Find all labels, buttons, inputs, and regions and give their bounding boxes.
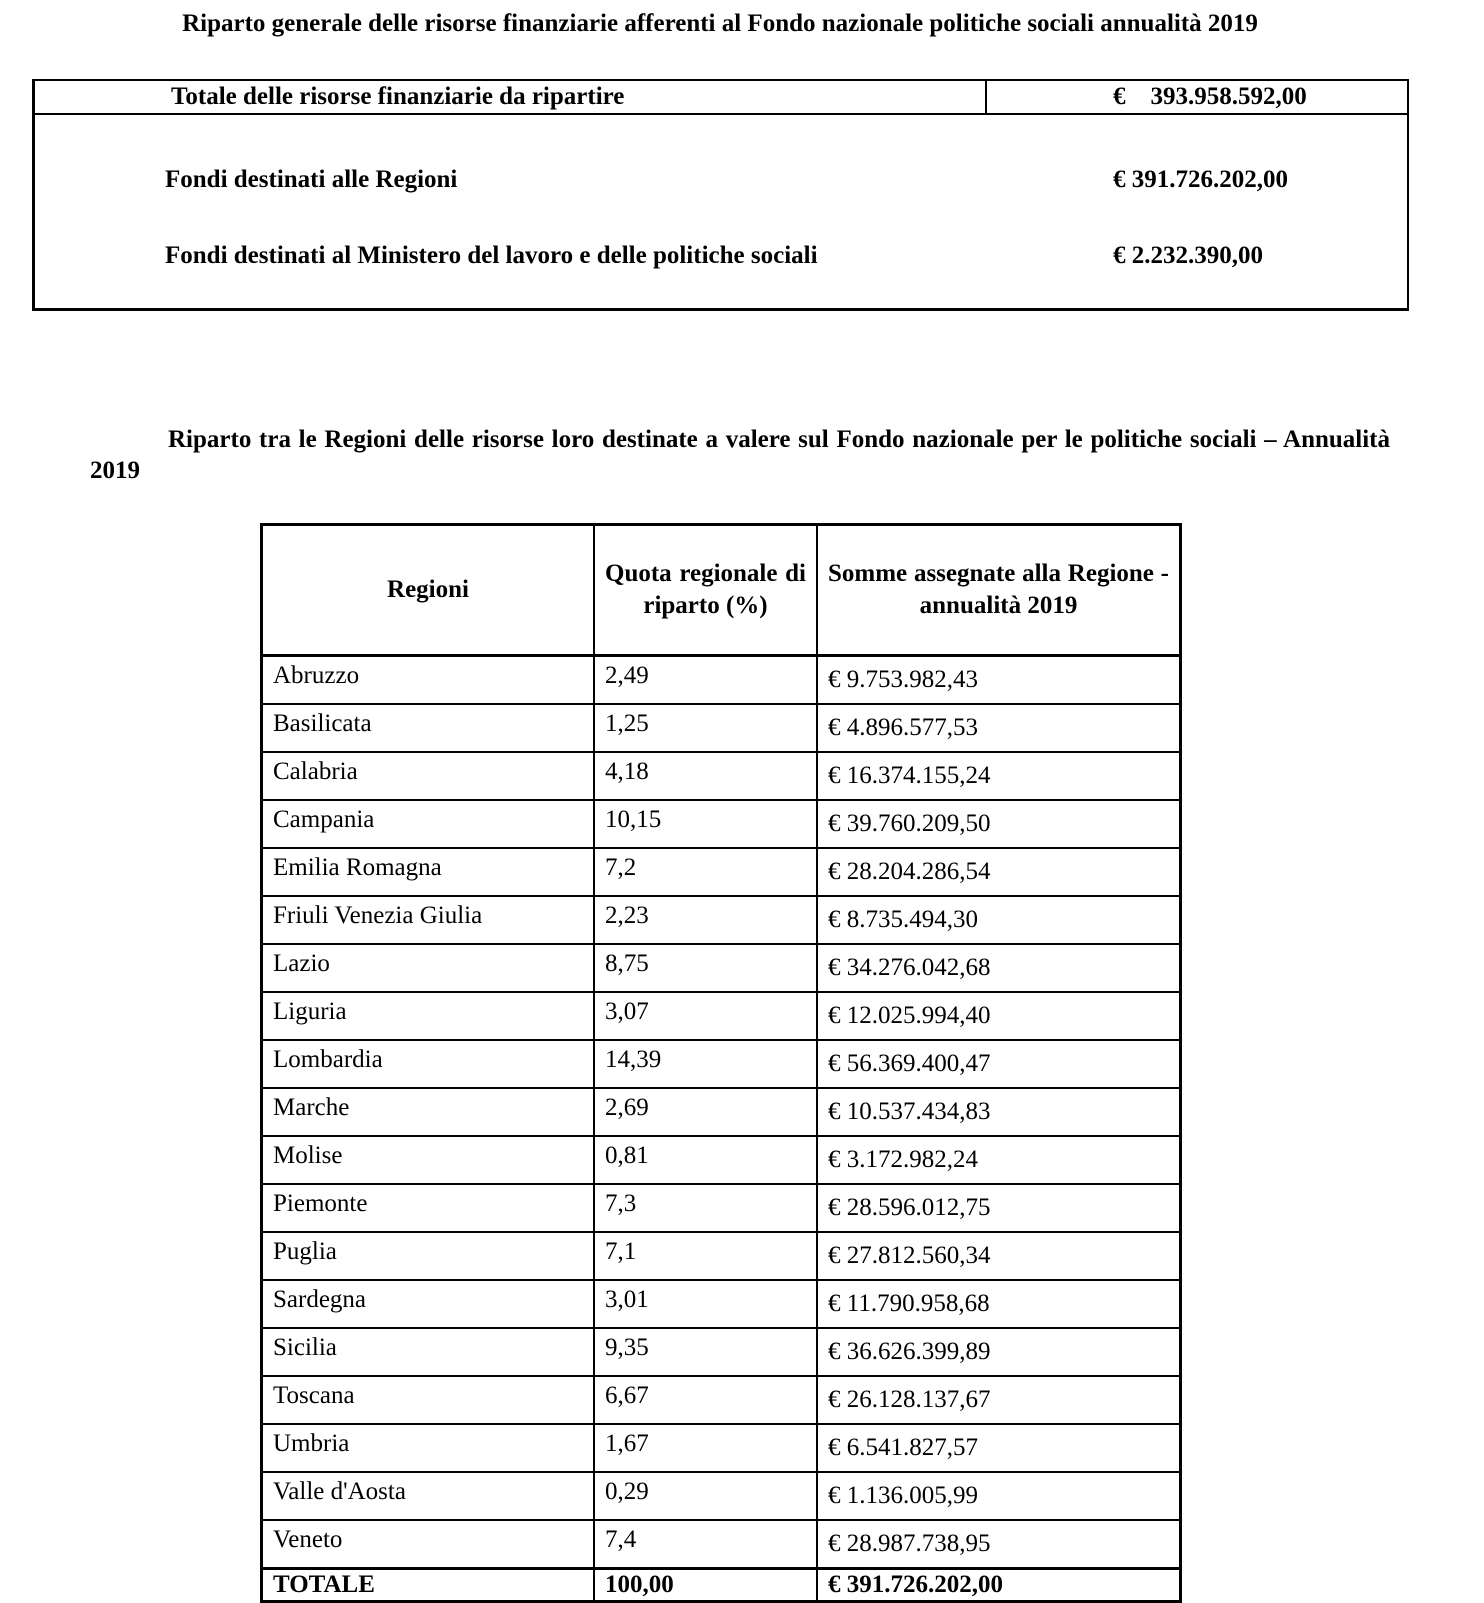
region-cell: Basilicata bbox=[262, 704, 595, 752]
share-cell: 4,18 bbox=[594, 752, 817, 800]
table-row bbox=[262, 1184, 1181, 1232]
regions-funds-label: Fondi destinati alle Regioni bbox=[165, 166, 458, 193]
header-share: Quota regionale di riparto (%) bbox=[594, 525, 817, 656]
table-row bbox=[262, 944, 1181, 992]
table-row bbox=[262, 1232, 1181, 1280]
table-body bbox=[262, 656, 1181, 1602]
amount-cell: € 28.596.012,75 bbox=[817, 1184, 1181, 1232]
amount-cell: € 12.025.994,40 bbox=[817, 992, 1181, 1040]
share-cell: 1,25 bbox=[594, 704, 817, 752]
header-region: Regioni bbox=[262, 525, 595, 656]
region-cell: Abruzzo bbox=[262, 656, 595, 705]
share-cell: 100,00 bbox=[594, 1569, 817, 1602]
region-cell: Valle d'Aosta bbox=[262, 1472, 595, 1520]
region-cell: Umbria bbox=[262, 1424, 595, 1472]
amount-cell: € 26.128.137,67 bbox=[817, 1376, 1181, 1424]
table-row bbox=[262, 1088, 1181, 1136]
share-cell: 9,35 bbox=[594, 1328, 817, 1376]
region-cell: Emilia Romagna bbox=[262, 848, 595, 896]
amount-cell: € 36.626.399,89 bbox=[817, 1328, 1181, 1376]
table-row bbox=[262, 1424, 1181, 1472]
share-cell: 7,3 bbox=[594, 1184, 817, 1232]
ministry-funds-label: Fondi destinati al Ministero del lavoro e delle politiche sociali bbox=[165, 242, 818, 269]
amount-cell: € 39.760.209,50 bbox=[817, 800, 1181, 848]
amount-cell: € 28.204.286,54 bbox=[817, 848, 1181, 896]
ministry-funds-value: € 2.232.390,00 bbox=[1113, 242, 1263, 269]
share-cell: 2,49 bbox=[594, 656, 817, 705]
share-cell: 3,01 bbox=[594, 1280, 817, 1328]
share-cell: 2,23 bbox=[594, 896, 817, 944]
table-row bbox=[262, 1472, 1181, 1520]
table-row bbox=[262, 752, 1181, 800]
region-cell: Molise bbox=[262, 1136, 595, 1184]
amount-cell: € 27.812.560,34 bbox=[817, 1232, 1181, 1280]
column-divider bbox=[985, 81, 987, 113]
share-cell: 3,07 bbox=[594, 992, 817, 1040]
share-cell: 7,2 bbox=[594, 848, 817, 896]
region-cell: Liguria bbox=[262, 992, 595, 1040]
amount-cell: € 10.537.434,83 bbox=[817, 1088, 1181, 1136]
table-row bbox=[262, 656, 1181, 705]
total-label: Totale delle risorse finanziarie da ripartire bbox=[171, 83, 625, 110]
region-cell: Piemonte bbox=[262, 1184, 595, 1232]
summary-header-row bbox=[35, 81, 1407, 115]
region-cell: Lazio bbox=[262, 944, 595, 992]
amount-cell: € 34.276.042,68 bbox=[817, 944, 1181, 992]
table-row bbox=[262, 1328, 1181, 1376]
share-cell: 2,69 bbox=[594, 1088, 817, 1136]
share-cell: 1,67 bbox=[594, 1424, 817, 1472]
region-cell: Sardegna bbox=[262, 1280, 595, 1328]
amount-cell: € 9.753.982,43 bbox=[817, 656, 1181, 705]
amount-cell: € 391.726.202,00 bbox=[817, 1569, 1181, 1602]
amount-cell: € 1.136.005,99 bbox=[817, 1472, 1181, 1520]
amount-cell: € 56.369.400,47 bbox=[817, 1040, 1181, 1088]
section-title: Riparto tra le Regioni delle risorse loro destinate a valere sul Fondo nazionale per le politiche sociali – Annualità 2019 bbox=[90, 426, 1390, 484]
regions-table bbox=[260, 523, 1182, 1603]
table-row bbox=[262, 1280, 1181, 1328]
total-value: € 393.958.592,00 bbox=[1113, 83, 1307, 110]
share-cell: 8,75 bbox=[594, 944, 817, 992]
table-row bbox=[262, 1040, 1181, 1088]
share-cell: 7,4 bbox=[594, 1520, 817, 1569]
regions-funds-value: € 391.726.202,00 bbox=[1113, 166, 1288, 193]
amount-cell: € 11.790.958,68 bbox=[817, 1280, 1181, 1328]
table-row bbox=[262, 848, 1181, 896]
amount-cell: € 3.172.982,24 bbox=[817, 1136, 1181, 1184]
amount-cell: € 8.735.494,30 bbox=[817, 896, 1181, 944]
region-cell: Sicilia bbox=[262, 1328, 595, 1376]
share-cell: 14,39 bbox=[594, 1040, 817, 1088]
region-cell: Friuli Venezia Giulia bbox=[262, 896, 595, 944]
table-header-row bbox=[262, 525, 1181, 656]
table-row bbox=[262, 800, 1181, 848]
table-row bbox=[262, 1376, 1181, 1424]
amount-cell: € 28.987.738,95 bbox=[817, 1520, 1181, 1569]
table-row bbox=[262, 704, 1181, 752]
table-row bbox=[262, 1520, 1181, 1569]
region-cell: Toscana bbox=[262, 1376, 595, 1424]
share-cell: 7,1 bbox=[594, 1232, 817, 1280]
region-cell: Puglia bbox=[262, 1232, 595, 1280]
share-cell: 0,29 bbox=[594, 1472, 817, 1520]
region-cell: Veneto bbox=[262, 1520, 595, 1569]
share-cell: 10,15 bbox=[594, 800, 817, 848]
region-cell: Marche bbox=[262, 1088, 595, 1136]
table-row bbox=[262, 992, 1181, 1040]
share-cell: 6,67 bbox=[594, 1376, 817, 1424]
page-title: Riparto generale delle risorse finanziarie afferenti al Fondo nazionale politiche sociali annualità 2019 bbox=[182, 10, 1258, 37]
header-amount: Somme assegnate alla Regione - annualità 2019 bbox=[817, 525, 1181, 656]
amount-cell: € 6.541.827,57 bbox=[817, 1424, 1181, 1472]
amount-cell: € 16.374.155,24 bbox=[817, 752, 1181, 800]
region-cell: Lombardia bbox=[262, 1040, 595, 1088]
region-cell: Campania bbox=[262, 800, 595, 848]
region-cell: TOTALE bbox=[262, 1569, 595, 1602]
share-cell: 0,81 bbox=[594, 1136, 817, 1184]
table-row bbox=[262, 896, 1181, 944]
total-row bbox=[262, 1569, 1181, 1602]
amount-cell: € 4.896.577,53 bbox=[817, 704, 1181, 752]
summary-box bbox=[32, 79, 1409, 311]
region-cell: Calabria bbox=[262, 752, 595, 800]
table-row bbox=[262, 1136, 1181, 1184]
